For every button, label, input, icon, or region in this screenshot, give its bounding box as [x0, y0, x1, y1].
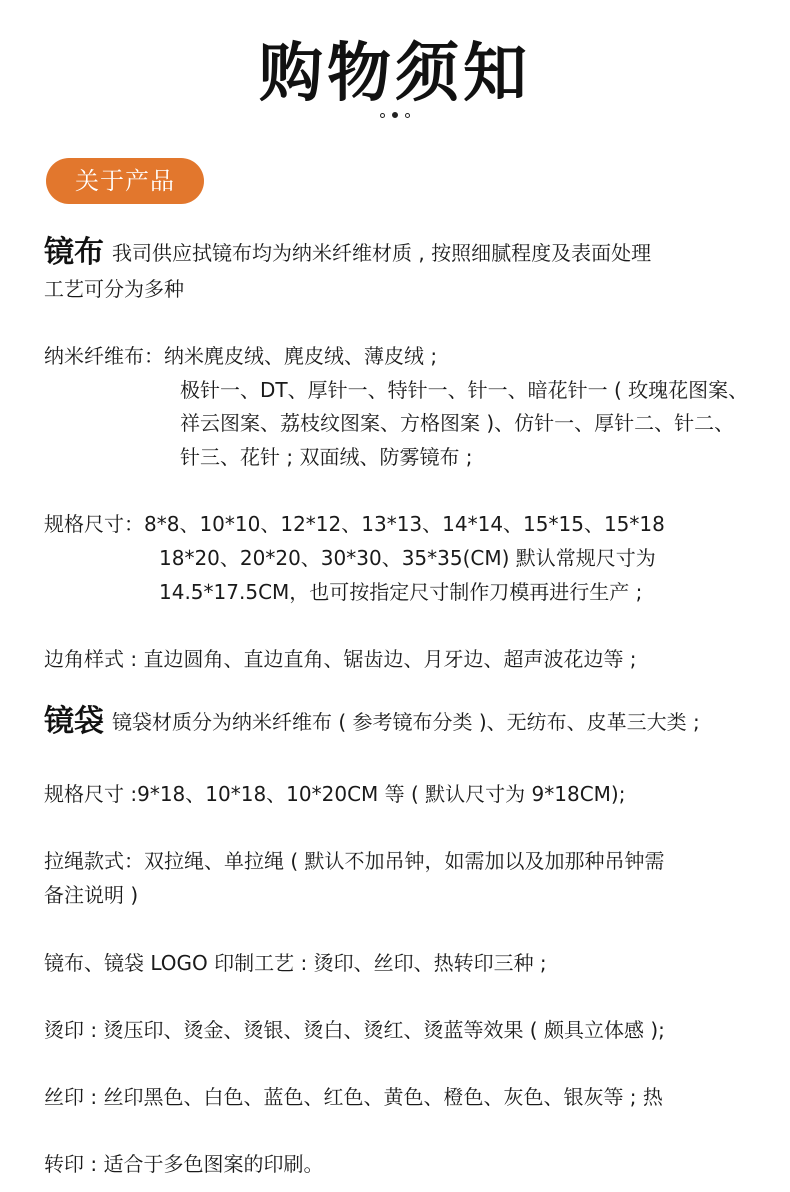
cloth-edge-line: 边角样式 : 直边圆角、直边直角、锯齿边、月牙边、超声波花边等 ; — [44, 647, 637, 671]
printing-transfer-line: 转印 : 适合于多色图案的印刷。 — [44, 1152, 324, 1176]
bag-intro-text: 镜袋材质分为纳米纤维布 ( 参考镜布分类 )、无纺布、皮革三大类 ; — [112, 710, 700, 734]
printing-hot-stamp-line: 烫印 : 烫压印、烫金、烫银、烫白、烫红、烫蓝等效果 ( 颇具立体感 ); — [44, 1018, 665, 1042]
cloth-size-line: 18*20、20*20、30*30、35*35(CM) 默认常规尺寸为 — [159, 546, 656, 570]
cloth-material-line: 祥云图案、荔枝纹图案、方格图案 )、仿针一、厚针二、针二、 — [180, 411, 735, 435]
printing-logo-line: 镜布、镜袋 LOGO 印制工艺 : 烫印、丝印、热转印三种 ; — [44, 951, 547, 975]
page-title: 购物须知 — [259, 37, 531, 111]
cloth-material-line: 针三、花针 ; 双面绒、防雾镜布 ; — [180, 445, 473, 469]
bag-rope-line: 备注说明 ) — [44, 883, 139, 907]
dot-decoration — [392, 112, 398, 118]
bag-intro-line — [44, 705, 700, 739]
cloth-material-line: 极针一、DT、厚针一、特针一、针一、暗花针一 ( 玫瑰花图案、 — [180, 378, 749, 402]
cloth-heading: 镜布 — [44, 235, 104, 270]
dot-decoration — [405, 113, 410, 118]
bag-size-line: 规格尺寸 :9*18、10*18、10*20CM 等 ( 默认尺寸为 9*18CM); — [44, 782, 626, 806]
cloth-intro-text: 我司供应拭镜布均为纳米纤维材质 , 按照细腻程度及表面处理 — [112, 241, 652, 265]
cloth-intro-line — [44, 236, 651, 270]
title-decoration-dots — [0, 112, 790, 118]
cloth-material-line: 纳米纤维布：纳米麂皮绒、麂皮绒、薄皮绒 ; — [44, 344, 438, 368]
section-badge: 关于产品 — [46, 158, 204, 204]
dot-decoration — [380, 113, 385, 118]
cloth-intro-line-2: 工艺可分为多种 — [44, 277, 184, 301]
bag-rope-line: 拉绳款式：双拉绳、单拉绳 ( 默认不加吊钟，如需加以及加那种吊钟需 — [44, 849, 665, 873]
printing-silk-screen-line: 丝印 : 丝印黑色、白色、蓝色、红色、黄色、橙色、灰色、银灰等 ; 热 — [44, 1085, 663, 1109]
cloth-size-line: 14.5*17.5CM，也可按指定尺寸制作刀模再进行生产 ; — [159, 580, 643, 604]
bag-heading: 镜袋 — [44, 704, 104, 739]
cloth-size-line: 规格尺寸：8*8、10*10、12*12、13*13、14*14、15*15、15*18 — [44, 512, 665, 536]
